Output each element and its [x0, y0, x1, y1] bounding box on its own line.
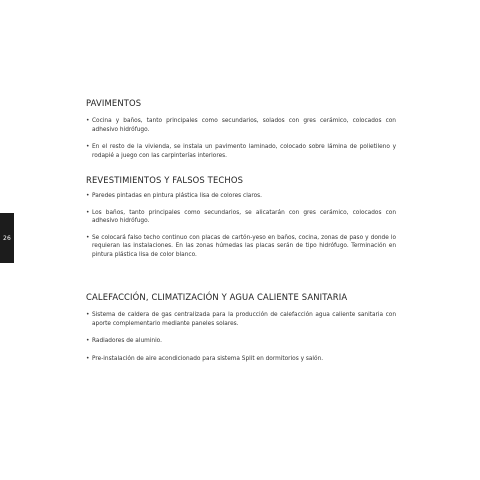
list-item: [86, 355, 396, 364]
bullet-icon: •: [86, 355, 90, 362]
list-item-text: Cocina y baños, tanto principales como secundarios, solados con gres cerámico, colocados con adhesivo hidrófugo.: [92, 118, 396, 133]
page-number-tab: [0, 213, 14, 263]
list-item-text: Los baños, tanto principales como secundarios, se alicatarán con gres cerámico, colocados con adhesivo hidrófugo.: [92, 209, 396, 224]
section-title-pavimentos: PAVIMENTOS: [86, 98, 142, 108]
bullet-icon: •: [86, 234, 90, 241]
list-item: [86, 192, 396, 201]
bullet-icon: •: [86, 312, 90, 318]
list-item-text: En el resto de la vivienda, se instala un pavimento laminado, colocado sobre lámina de polietileno y rodapié a juego con las carpinterías interiores.: [92, 144, 396, 159]
bullet-icon: •: [86, 193, 90, 199]
bullet-icon: •: [86, 209, 90, 216]
document-content: [86, 98, 396, 363]
section-list-revestimientos: [86, 192, 396, 259]
section-title-revestimientos: REVESTIMIENTOS Y FALSOS TECHOS: [86, 175, 244, 185]
bullet-icon: •: [86, 338, 90, 344]
list-item: [86, 209, 396, 226]
list-item-text: Paredes pintadas en pintura plástica lisa de colores claros.: [92, 193, 263, 199]
bullet-icon: •: [86, 144, 90, 150]
list-item: [86, 117, 396, 134]
bullet-icon: •: [86, 118, 90, 124]
section-list-calefaccion: [86, 311, 396, 363]
list-item: [86, 311, 396, 328]
section-title-calefaccion: CALEFACCIÓN, CLIMATIZACIÓN Y AGUA CALIENTE SANITARIA: [86, 292, 348, 302]
list-item-text: Pre-instalación de aire acondicionado para sistema Split en dormitorios y salón.: [92, 355, 324, 362]
page-number: 26: [2, 234, 12, 242]
list-item: [86, 337, 396, 346]
list-item-text: Se colocará falso techo continuo con placas de cartón-yeso en baños, cocina, zonas de paso y donde lo requieran las instalaciones. En las zonas húmedas las placas serán de tipo hidrófugo. Terminación en pintura plástica lisa de color blanco.: [92, 234, 396, 258]
list-item: [86, 143, 396, 160]
list-item-text: Sistema de caldera de gas centralizada para la producción de calefacción agua caliente sanitaria con aporte complementario mediante paneles solares.: [92, 312, 396, 327]
list-item-text: Radiadores de aluminio.: [92, 338, 162, 344]
section-list-pavimentos: [86, 117, 396, 160]
list-item: [86, 234, 396, 260]
